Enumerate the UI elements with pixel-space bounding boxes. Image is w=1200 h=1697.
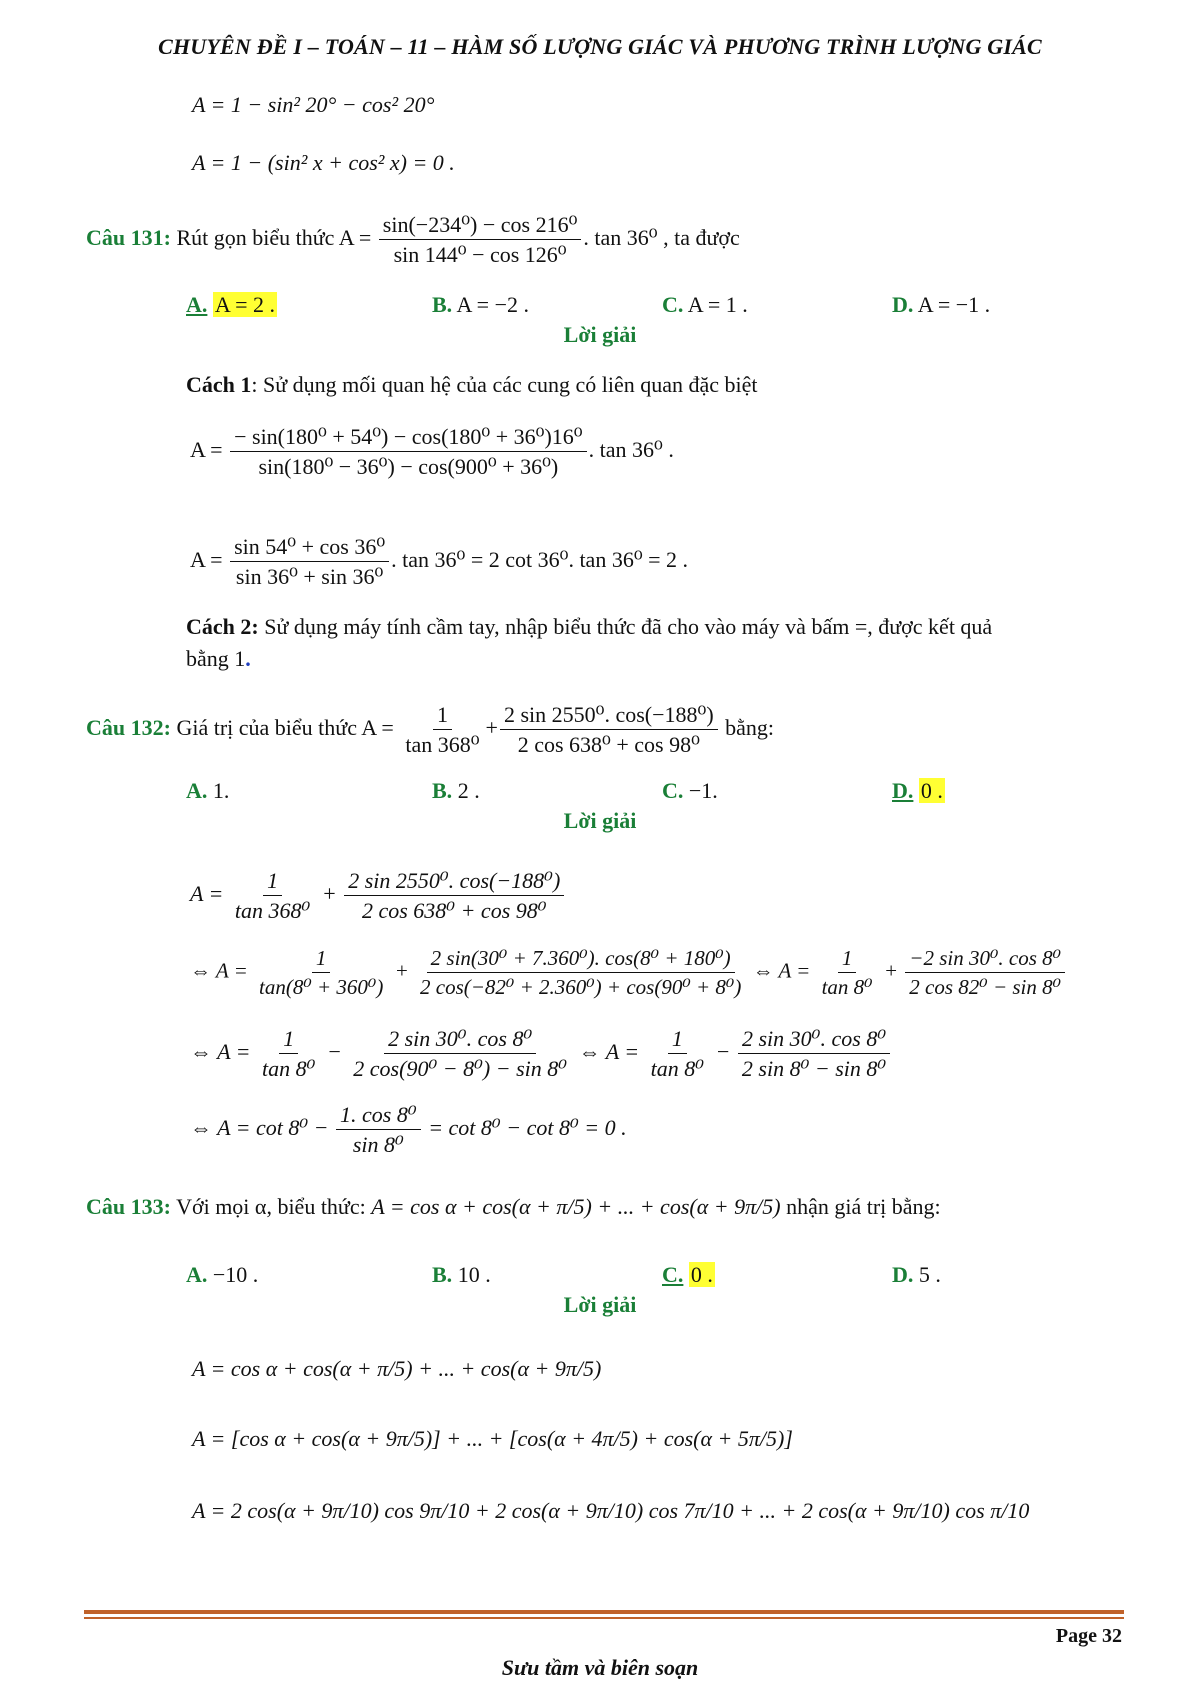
option-letter: C. <box>662 778 684 803</box>
numerator: 2 sin(30⁰ + 7.360⁰). cos(8⁰ + 180⁰) <box>427 946 735 973</box>
period: . <box>245 646 251 671</box>
question-label: Câu 133: <box>86 1194 171 1219</box>
option-value-highlighted: 0 . <box>920 778 943 803</box>
denominator: tan 8⁰ <box>650 1056 705 1082</box>
plus-sign: + <box>485 714 498 740</box>
eq-equivalence: ⇔ A = <box>578 1038 640 1064</box>
page-number: Page 32 <box>1055 1625 1122 1647</box>
fraction <box>255 946 387 999</box>
fraction <box>344 868 564 924</box>
option-value-highlighted: A = 2 . <box>214 292 275 317</box>
eq-tail: = cot 8⁰ − cot 8⁰ = 0 . <box>428 1114 627 1140</box>
numerator: 1 <box>263 868 282 896</box>
option-d[interactable] <box>892 1262 941 1288</box>
fraction <box>818 946 877 999</box>
method-1 <box>186 372 758 398</box>
prev-line-1: A = 1 − sin² 20° − cos² 20° <box>192 92 435 117</box>
minus-sign: − <box>326 1038 342 1064</box>
fraction <box>647 1026 708 1082</box>
eq-equivalence: ⇔ A = <box>752 958 811 983</box>
question-text: Với mọi α, biểu thức: <box>176 1194 366 1219</box>
option-letter: A. <box>186 1262 208 1287</box>
option-c[interactable] <box>662 292 748 318</box>
fraction <box>336 1102 421 1158</box>
denominator: tan 8⁰ <box>821 975 873 1000</box>
option-letter: C. <box>662 292 684 317</box>
method-label: Cách 1 <box>186 372 252 397</box>
equation-1 <box>190 424 674 480</box>
option-letter: C. <box>662 1262 684 1287</box>
equation-2 <box>190 534 688 590</box>
solution-step-4 <box>190 1102 627 1158</box>
plus-sign: + <box>883 958 899 983</box>
solution-title: Lời giải <box>563 808 637 833</box>
method-text: bằng 1 <box>186 646 246 671</box>
denominator: tan(8⁰ + 360⁰) <box>259 975 384 1000</box>
solution-step-2 <box>190 946 1067 999</box>
numerator: sin(−234⁰) − cos 216⁰ <box>379 212 582 240</box>
option-letter: A. <box>186 778 208 803</box>
solution-line-2: A = [cos α + cos(α + 9π/5)] + ... + [cos(α + 4π/5) + cos(α + 5π/5)] <box>192 1426 793 1451</box>
question-text: Rút gọn biểu thức A = <box>176 224 372 250</box>
eq-lhs: ⇔ A = <box>190 1038 251 1064</box>
option-c[interactable] <box>662 778 718 804</box>
fraction <box>258 1026 319 1082</box>
page-footer: Sưu tầm và biên soạn <box>501 1655 699 1680</box>
option-letter: B. <box>432 778 453 803</box>
option-d[interactable] <box>892 778 945 804</box>
option-b[interactable] <box>432 292 529 318</box>
question-131 <box>86 212 740 268</box>
numerator: 1 <box>279 1026 298 1054</box>
option-value: 10 . <box>457 1262 491 1287</box>
question-132 <box>86 702 774 758</box>
option-letter: B. <box>432 1262 453 1287</box>
fraction <box>500 702 718 758</box>
footer-rule-thick <box>84 1610 1124 1614</box>
denominator: sin 144⁰ − cos 126⁰ <box>393 242 567 268</box>
eq-tail: . tan 36⁰ = 2 cot 36⁰. tan 36⁰ = 2 . <box>391 546 689 572</box>
denominator: sin(180⁰ − 36⁰) − cos(900⁰ + 36⁰) <box>258 454 559 480</box>
question-expression: A = cos α + cos(α + π/5) + ... + cos(α + 9π/5) <box>371 1194 781 1219</box>
option-a[interactable] <box>186 1262 258 1288</box>
numerator: − sin(180⁰ + 54⁰) − cos(180⁰ + 36⁰)16⁰ <box>230 424 587 452</box>
question-tail: nhận giá trị bằng: <box>786 1194 941 1219</box>
denominator: sin 8⁰ <box>352 1132 404 1158</box>
fraction <box>230 424 587 480</box>
fraction <box>349 1026 571 1082</box>
numerator: −2 sin 30⁰. cos 8⁰ <box>905 946 1065 973</box>
method-2-cont <box>186 646 251 672</box>
minus-sign: − <box>715 1038 731 1064</box>
numerator: 1 <box>668 1026 687 1054</box>
solution-step-1 <box>190 868 566 924</box>
fraction <box>416 946 745 999</box>
solution-title: Lời giải <box>563 322 637 347</box>
numerator: sin 54⁰ + cos 36⁰ <box>230 534 389 562</box>
denominator: 2 cos(90⁰ − 8⁰) − sin 8⁰ <box>353 1056 568 1082</box>
option-c[interactable] <box>662 1262 715 1288</box>
option-value: A = −1 . <box>917 292 991 317</box>
option-value: 1. <box>212 778 230 803</box>
denominator: 2 cos 638⁰ + cos 98⁰ <box>361 898 547 924</box>
page-header: CHUYÊN ĐỀ I – TOÁN – 11 – HÀM SỐ LƯỢNG GIÁC VÀ PHƯƠNG TRÌNH LƯỢNG GIÁC <box>158 34 1042 59</box>
plus-sign: + <box>394 958 409 983</box>
denominator: sin 36⁰ + sin 36⁰ <box>235 564 384 590</box>
fraction <box>379 212 582 268</box>
numerator: 2 sin 30⁰. cos 8⁰ <box>738 1026 890 1054</box>
option-value: A = 1 . <box>687 292 748 317</box>
eq-lhs: ⇔ A = <box>190 958 248 983</box>
numerator: 2 sin 30⁰. cos 8⁰ <box>384 1026 536 1054</box>
fraction <box>231 868 314 924</box>
option-value: A = −2 . <box>456 292 529 317</box>
method-text: Sử dụng máy tính cầm tay, nhập biểu thức đã cho vào máy và bấm =, được kết quả <box>258 614 993 639</box>
question-133 <box>86 1194 941 1220</box>
method-label: Cách 2: <box>186 614 259 639</box>
prev-line-2: A = 1 − (sin² x + cos² x) = 0 . <box>192 150 455 175</box>
denominator: 2 sin 8⁰ − sin 8⁰ <box>741 1056 887 1082</box>
numerator: 1. cos 8⁰ <box>336 1102 421 1130</box>
plus-sign: + <box>321 880 337 906</box>
numerator: 1 <box>433 702 452 730</box>
option-letter: D. <box>892 778 914 803</box>
fraction <box>230 534 389 590</box>
question-label: Câu 132: <box>86 714 171 740</box>
option-value: 2 . <box>457 778 480 803</box>
denominator: 2 cos(−82⁰ + 2.360⁰) + cos(90⁰ + 8⁰) <box>420 975 742 1000</box>
solution-line-3: A = 2 cos(α + 9π/10) cos 9π/10 + 2 cos(α + 9π/10) cos 7π/10 + ... + 2 cos(α + 9π/10) cos π/10 <box>192 1498 1030 1523</box>
option-letter: B. <box>432 292 453 317</box>
question-label: Câu 131: <box>86 224 171 250</box>
numerator: 1 <box>838 946 857 973</box>
option-d[interactable] <box>892 292 990 318</box>
method-text: : Sử dụng mối quan hệ của các cung có liên quan đặc biệt <box>251 372 758 397</box>
option-value-highlighted: 0 . <box>690 1262 713 1287</box>
option-value: −1. <box>688 778 718 803</box>
option-value: 5 . <box>918 1262 941 1287</box>
option-a[interactable] <box>186 778 229 804</box>
fraction <box>905 946 1065 999</box>
option-letter: D. <box>892 1262 914 1287</box>
solution-title: Lời giải <box>563 1292 637 1317</box>
question-text: Giá trị của biểu thức A = <box>176 714 394 740</box>
option-value: −10 . <box>212 1262 259 1287</box>
solution-line-1: A = cos α + cos(α + π/5) + ... + cos(α + 9π/5) <box>192 1356 602 1381</box>
eq-lhs: ⇔ A = cot 8⁰ − <box>190 1114 329 1140</box>
option-letter: A. <box>186 292 208 317</box>
numerator: 2 sin 2550⁰. cos(−188⁰) <box>344 868 564 896</box>
eq-tail: . tan 36⁰ . <box>588 436 674 462</box>
eq-lhs: A = <box>190 436 223 462</box>
denominator: tan 368⁰ <box>234 898 311 924</box>
question-tail: bằng: <box>725 714 775 740</box>
question-tail: . tan 36⁰ , ta được <box>583 224 740 250</box>
option-letter: D. <box>892 292 914 317</box>
denominator: tan 368⁰ <box>405 732 480 758</box>
fraction <box>401 702 483 758</box>
option-a[interactable] <box>186 292 277 318</box>
eq-lhs: A = <box>190 880 224 906</box>
numerator: 1 <box>312 946 331 973</box>
denominator: 2 cos 82⁰ − sin 8⁰ <box>909 975 1062 1000</box>
option-b[interactable] <box>432 1262 491 1288</box>
method-2 <box>186 614 992 640</box>
eq-lhs: A = <box>190 546 223 572</box>
numerator: 2 sin 2550⁰. cos(−188⁰) <box>500 702 718 730</box>
denominator: 2 cos 638⁰ + cos 98⁰ <box>517 732 700 758</box>
solution-step-3 <box>190 1026 892 1082</box>
option-b[interactable] <box>432 778 480 804</box>
denominator: tan 8⁰ <box>262 1056 316 1082</box>
footer-rule-thin <box>84 1617 1124 1619</box>
fraction <box>738 1026 890 1082</box>
